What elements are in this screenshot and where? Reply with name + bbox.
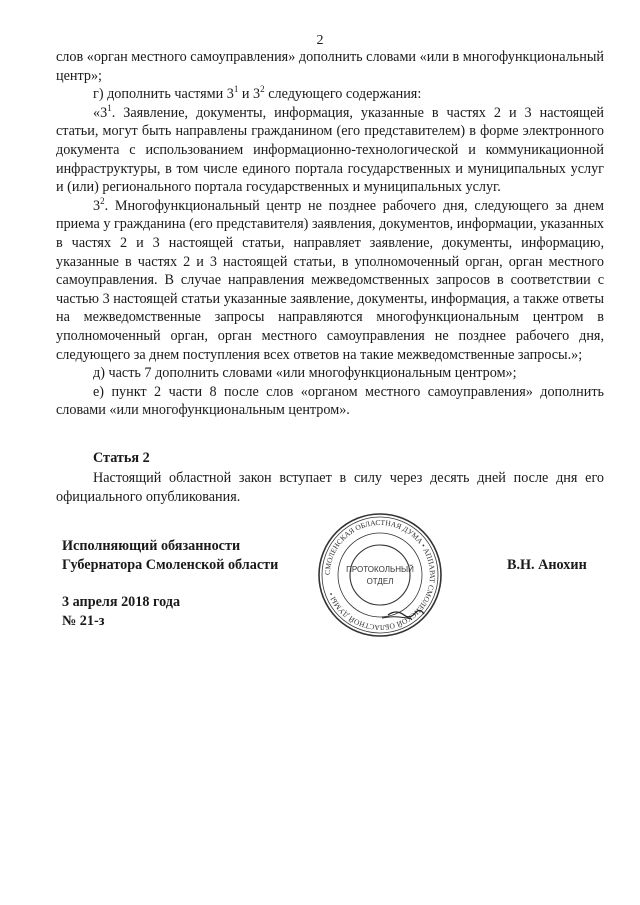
position-line-2: Губернатора Смоленской области: [62, 557, 279, 573]
text-fragment: следующего содержания:: [264, 86, 422, 103]
text-fragment: . Многофункциональный центр не позднее рабочего дня, следующего за днем приема у гражданина (его представителя) заявления, документов, информации, указанных в частях 2 и 3 настоящей статьи, направляет заявление, документы, информацию, указанные в частях 2 и 3 настоящей статьи, в уполномоченный орган, орган местного самоуправления. В случае направления межведомственных запросов в соответствии с частью 3 настоящей статьи указанные заявление, документы, информация, а также ответы на межведомственные запросы направляются многофункциональным центром в уполномоченный орган, орган местного самоуправления не позднее рабочего дня, следующего за днем поступления всех ответов на такие межведомственные запросы.»;: [56, 197, 604, 363]
law-number: № 21-з: [62, 613, 105, 629]
text-fragment: . Заявление, документы, информация, указанные в частях 2 и 3 настоящей статьи, могут быть направлены гражданином (его представителем) в форме электронного документа с использованием информационно-технологической и коммуникационной инфраструктуры, в том числе единого портала государственных и муниципальных услуг и (или) регионального портала государственных и муниципальных услуг.: [56, 104, 604, 196]
superscript: 2: [100, 195, 105, 206]
signatory-name: В.Н. Анохин: [507, 557, 587, 573]
text-fragment: г) дополнить частями 3: [93, 86, 234, 103]
text-fragment: 3: [93, 197, 101, 214]
superscript: 1: [233, 84, 239, 95]
seal-ring-textpath: СМОЛЕНСКАЯ ОБЛАСТНАЯ ДУМА • АППАРАТ СМОЛЕНСКОЙ ОБЛАСТНОЙ ДУМЫ •: [322, 517, 438, 633]
seal-center-line-2: ОТДЕЛ: [366, 577, 394, 586]
seal-outer-ring: [319, 514, 441, 636]
seal-outer-ring-inner: [322, 517, 438, 633]
paragraph-g: [56, 85, 604, 104]
seal-ring-text: [323, 518, 437, 632]
article-heading: Статья 2: [93, 450, 150, 466]
text-fragment: и 3: [238, 86, 261, 103]
official-seal-stamp: [316, 511, 444, 639]
seal-inner-circle: [350, 545, 410, 605]
signatory-position: [62, 537, 278, 575]
law-date: 3 апреля 2018 года: [62, 594, 181, 610]
paragraph-part-3-1: [56, 104, 604, 197]
paragraph-continuation: слов «орган местного самоуправления» дополнить словами «или в многофункциональный центр»;: [56, 49, 604, 84]
superscript: 2: [260, 84, 265, 95]
seal-center-line-1: ПРОТОКОЛЬНЫЙ: [346, 565, 414, 574]
page-number: 2: [316, 33, 324, 48]
text-fragment: «3: [93, 104, 108, 121]
seal-middle-ring: [338, 533, 422, 617]
paragraph-d: д) часть 7 дополнить словами «или многофункциональным центром»;: [93, 365, 517, 382]
paragraph-part-3-2: [56, 197, 604, 364]
document-body: [56, 48, 604, 420]
paragraph-e: е) пункт 2 части 8 после слов «органом местного самоуправления» дополнить словами «или многофункциональным центром».: [56, 383, 604, 419]
article-text: Настоящий областной закон вступает в силу через десять дней после дня его официального опубликования.: [56, 470, 604, 505]
superscript: 1: [107, 102, 112, 113]
position-line-1: Исполняющий обязанности: [62, 538, 241, 554]
